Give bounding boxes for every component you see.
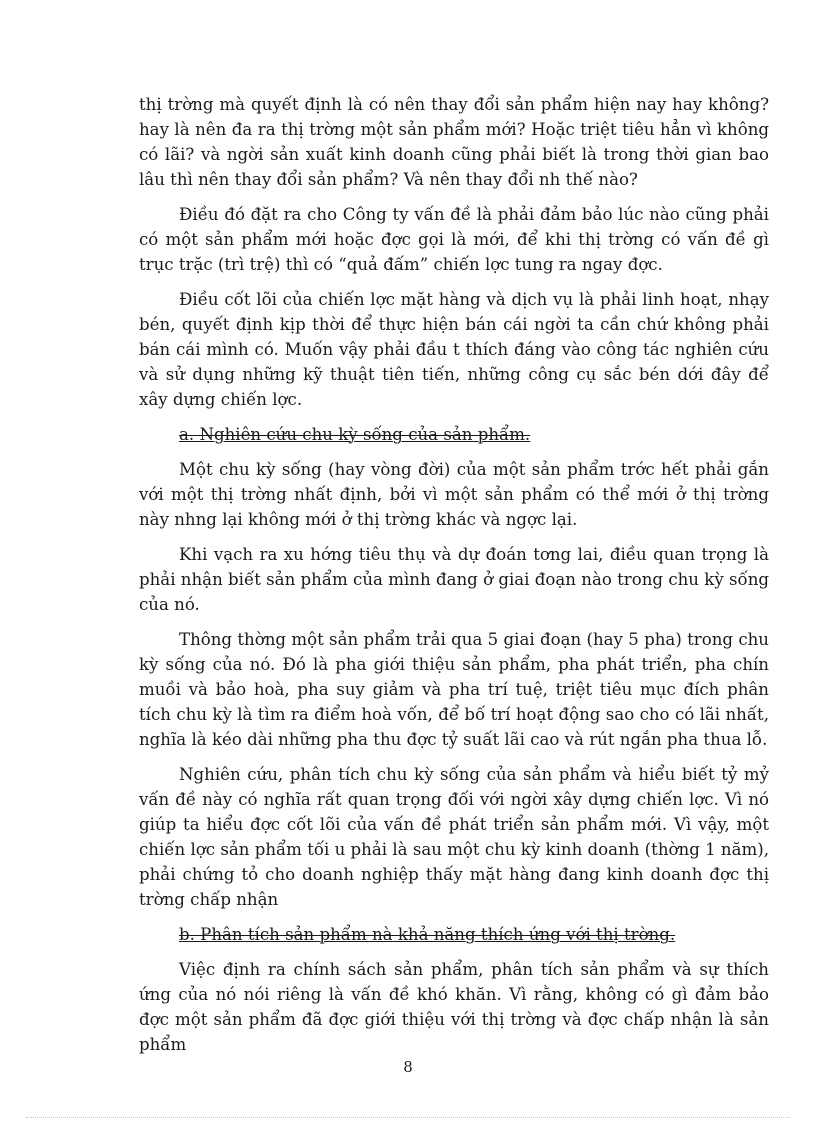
paragraph-continuation: thị trờng mà quyết định là có nên thay đổi sản phẩm hiện nay hay không? hay là nên đa ra thị trờng một sản phẩm mới? Hoặc triệt tiêu hẳn vì không có lãi? và ngời sản xuất kinh doanh cũng phải biết là trong thời gian bao lâu thì nên thay đổi sản phẩm? Và nên thay đổi nh thế nào? (139, 95, 769, 189)
paragraph: Điều đó đặt ra cho Công ty vấn đề là phải đảm bảo lúc nào cũng phải có một sản phẩm mới hoặc đợc gọi là mới, để khi thị trờng có vấn đề gì trục trặc (trì trệ) thì có “quả đấm” chiến lợc tung ra ngay đợc. (139, 205, 769, 274)
paragraph: Điều cốt lõi của chiến lợc mặt hàng và dịch vụ là phải linh hoạt, nhạy bén, quyết định kịp thời để thực hiện bán cái ngời ta cần chứ không phải bán cái mình có. Muốn vậy phải đầu t thích đáng vào công tác nghiên cứu và sử dụng những kỹ thuật tiên tiến, những công cụ sắc bén dới đây để xây dựng chiến lợc. (139, 290, 769, 409)
paragraph: Khi vạch ra xu hớng tiêu thụ và dự đoán tơng lai, điều quan trọng là phải nhận biết sản phẩm của mình đang ở giai đoạn nào trong chu kỳ sống của nó. (139, 545, 769, 614)
paragraph: Nghiên cứu, phân tích chu kỳ sống của sản phẩm và hiểu biết tỷ mỷ vấn đề này có nghĩa rất quan trọng đối với ngời xây dựng chiến lợc. Vì nó giúp ta hiểu đợc cốt lõi của vấn đề phát triển sản phẩm mới. Vì vậy, một chiến lợc sản phẩm tối u phải là sau một chu kỳ kinh doanh (thờng 1 năm), phải chứng tỏ cho doanh nghiệp thấy mặt hàng đang kinh doanh đợc thị trờng chấp nhận (139, 765, 769, 909)
footer-divider (26, 1117, 790, 1118)
paragraph: Một chu kỳ sống (hay vòng đời) của một sản phẩm trớc hết phải gắn với một thị trờng nhất định, bởi vì một sản phẩm có thể mới ở thị trờng này nhng lại không mới ở thị trờng khác và ngợc lại. (139, 460, 769, 529)
section-heading-a: a. Nghiên cứu chu kỳ sống của sản phẩm. (179, 425, 531, 444)
page-number: 8 (403, 1058, 413, 1076)
paragraph: Thông thờng một sản phẩm trải qua 5 giai đoạn (hay 5 pha) trong chu kỳ sống của nó. Đó là pha giới thiệu sản phẩm, pha phát triển, pha chín muồi và bảo hoà, pha suy giảm và pha trí tuệ, triệt tiêu mục đích phân tích chu kỳ là tìm ra điểm hoà vốn, để bố trí hoạt động sao cho có lãi nhất, nghĩa là kéo dài những pha thu đợc tỷ suất lãi cao và rút ngắn pha thua lỗ. (139, 630, 769, 749)
section-heading-b: b. Phân tích sản phẩm nà khả năng thích ứng với thị trờng. (179, 925, 676, 944)
body-text (139, 92, 769, 1067)
paragraph: Việc định ra chính sách sản phẩm, phân tích sản phẩm và sự thích ứng của nó nói riêng là vấn đề khó khăn. Vì rằng, không có gì đảm bảo đợc một sản phẩm đã đợc giới thiệu với thị trờng và đợc chấp nhận là sản phẩm (139, 960, 769, 1054)
